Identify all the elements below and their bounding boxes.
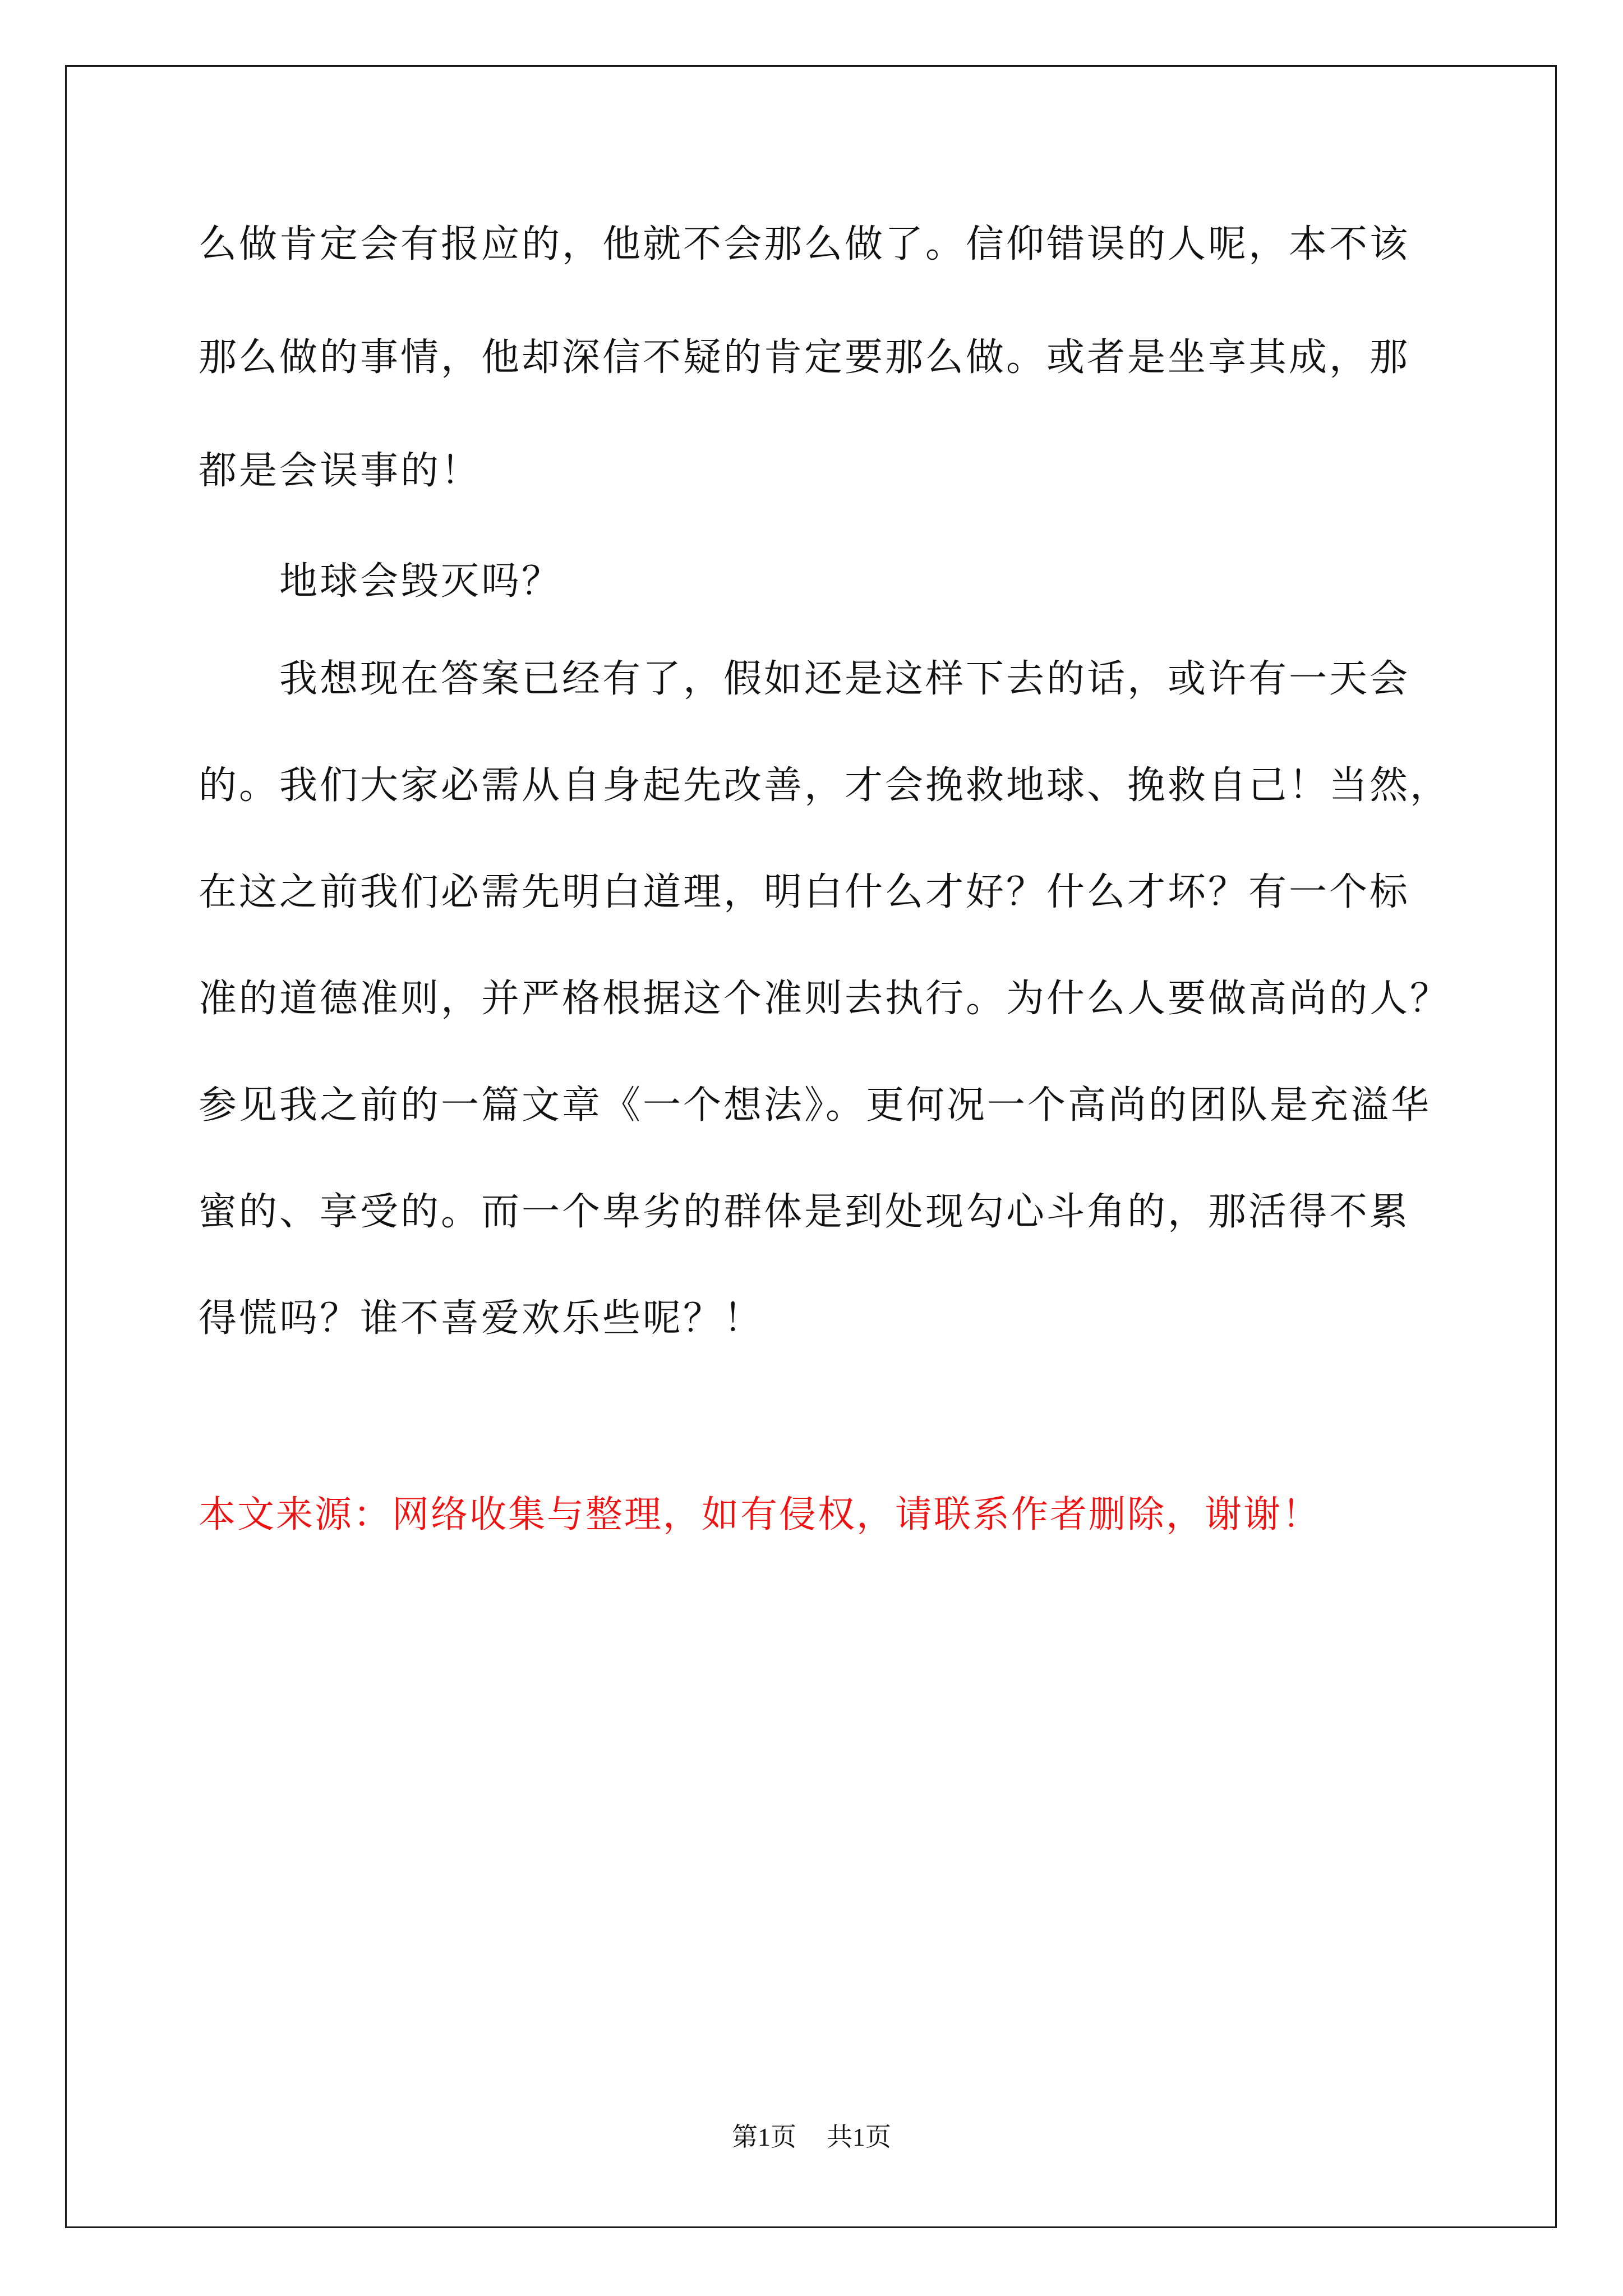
paragraph-3-line-3: 在这之前我们必需先明白道理，明白什么才好？什么才坏？有一个标 <box>199 870 1410 914</box>
paragraph-3-line-5: 参见我之前的一篇文章《一个想法》。更何况一个高尚的团队是充溢华 <box>199 1083 1432 1128</box>
page-footer <box>0 2122 1623 2153</box>
paragraph-3-line-4: 准的道德准则，并严格根据这个准则去执行。为什么人要做高尚的人？ <box>199 977 1451 1021</box>
paragraph-1-line-2: 那么做的事情，他却深信不疑的肯定要那么做。或者是坐享其成，那 <box>199 335 1410 380</box>
paragraph-1-line-3: 都是会误事的！ <box>199 449 482 493</box>
source-note: 本文来源：网络收集与整理，如有侵权，请联系作者删除，谢谢！ <box>199 1493 1321 1536</box>
paragraph-3-line-1: 我想现在答案已经有了，假如还是这样下去的话，或许有一天会 <box>279 657 1410 701</box>
paragraph-3-line-7: 得慌吗？谁不喜爱欢乐些呢？！ <box>199 1296 764 1341</box>
paragraph-3-line-6: 蜜的、享受的。而一个卑劣的群体是到处现勾心斗角的，那活得不累 <box>199 1190 1410 1234</box>
page-number-total: 共1页 <box>827 2123 891 2151</box>
paragraph-2-line-1: 地球会毁灭吗？ <box>279 559 562 604</box>
page-number-current: 第1页 <box>732 2123 796 2151</box>
page-frame <box>65 65 1557 2228</box>
paragraph-3-line-2: 的。我们大家必需从自身起先改善，才会挽救地球、挽救自己！当然， <box>199 763 1451 808</box>
paragraph-1-line-1: 么做肯定会有报应的，他就不会那么做了。信仰错误的人呢，本不该 <box>199 222 1410 266</box>
